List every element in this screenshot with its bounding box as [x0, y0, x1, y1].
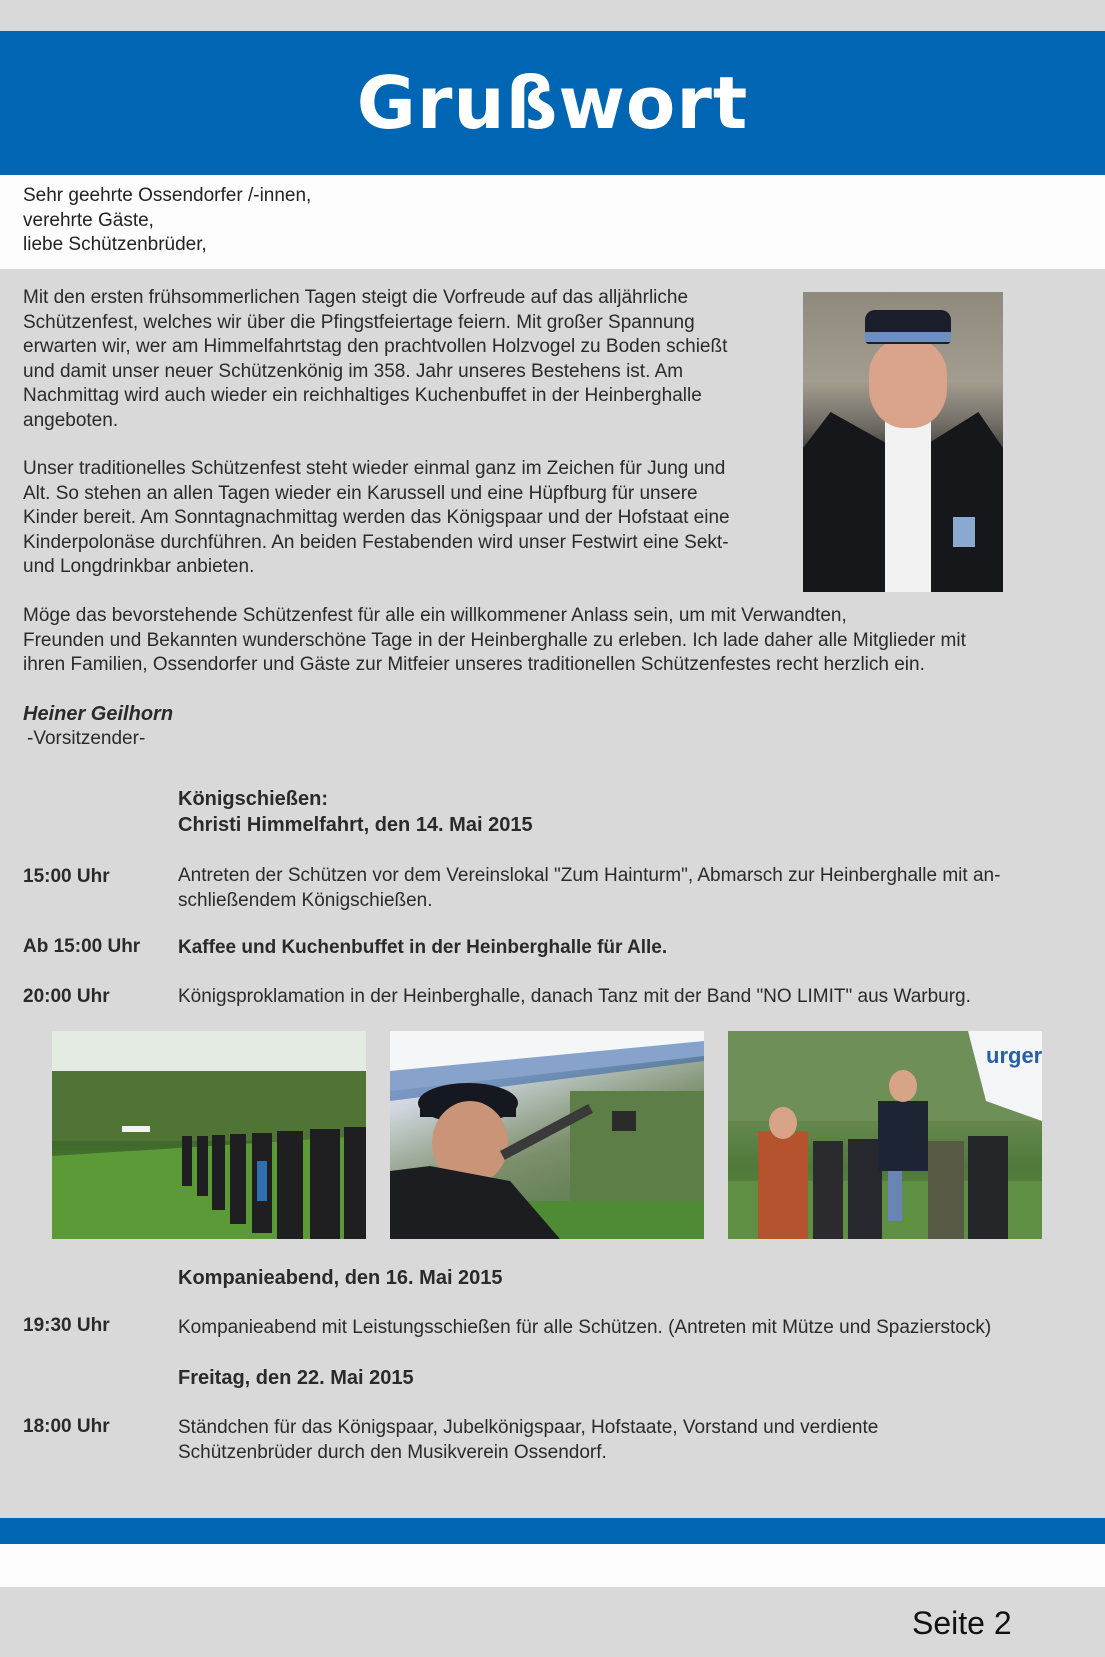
text-line: Möge das bevorstehende Schützenfest für alle ein willkommener Anlass sein, um mit Verwandten,	[23, 605, 847, 626]
text-line: erwarten wir, wer am Himmelfahrtstag den prachtvollen Holzvogel zu Boden schießt	[23, 336, 728, 357]
festival-paragraph	[23, 457, 730, 580]
signature-role: -Vorsitzender-	[27, 728, 146, 749]
text-line: und Longdrinkbar anbieten.	[23, 556, 255, 577]
text-line: Unser traditionelles Schützenfest steht wieder einmal ganz im Zeichen für Jung und	[23, 458, 726, 479]
footer-white-band	[0, 1544, 1105, 1587]
text-line: Schützenfest, welches wir über die Pfingstfeiertage feiern. Mit großer Spannung	[23, 311, 695, 333]
schedule-description	[178, 985, 1078, 1010]
text-line: angeboten.	[23, 409, 119, 431]
salutation-line: liebe Schützenbrüder,	[23, 234, 207, 255]
salutation-line: verehrte Gäste,	[23, 209, 154, 231]
schedule-description	[178, 1316, 1078, 1341]
text-line: Alt. So stehen an allen Tagen wieder ein Karussell und eine Hüpfburg für unsere	[23, 482, 698, 504]
photo-sign-text: urger	[986, 1043, 1042, 1068]
page-title: Grußwort	[356, 61, 749, 145]
rifle-shooter-illustration	[390, 1031, 704, 1239]
top-margin	[0, 0, 1105, 31]
text-line: Kaffee und Kuchenbuffet in der Heinberghalle für Alle.	[178, 937, 668, 958]
schedule-heading: Königschießen:	[178, 788, 329, 810]
text-line: Kompanieabend mit Leistungsschießen für alle Schützen. (Antreten mit Mütze und Spazierstock)	[178, 1317, 992, 1338]
signature-name: Heiner Geilhorn	[23, 703, 174, 725]
rifle-shooter-photo	[390, 1031, 704, 1239]
salutation-band	[0, 175, 1105, 269]
salutation-line: Sehr geehrte Ossendorfer /-innen,	[23, 185, 312, 206]
salutation	[23, 184, 311, 258]
schedule-date-heading: Christi Himmelfahrt, den 14. Mai 2015	[178, 814, 533, 836]
text-line: Freunden und Bekannten wunderschöne Tage in der Heinberghalle zu erleben. Ich lade daher alle Mitglieder mit	[23, 629, 966, 651]
marching-shooters-photo	[52, 1031, 366, 1239]
kompanieabend-heading: Kompanieabend, den 16. Mai 2015	[178, 1267, 503, 1289]
schedule-time: 20:00 Uhr	[23, 986, 110, 1007]
freitag-heading: Freitag, den 22. Mai 2015	[178, 1367, 414, 1389]
schedule-description	[178, 1416, 1078, 1465]
page-number: Seite 2	[912, 1605, 1012, 1641]
schedule-time: 15:00 Uhr	[23, 866, 110, 887]
text-line: Nachmittag wird auch wieder ein reichhaltiges Kuchenbuffet in der Heinberghalle	[23, 385, 702, 406]
schedule-description	[178, 864, 1078, 913]
text-line: Kinder bereit. Am Sonntagnachmittag werden das Königspaar und der Hofstaat eine	[23, 507, 730, 528]
schedule-description	[178, 936, 1078, 961]
king-celebration-illustration	[728, 1031, 1042, 1239]
schedule-time: 18:00 Uhr	[23, 1416, 110, 1437]
king-celebration-photo	[728, 1031, 1042, 1239]
text-line: Ständchen für das Königspaar, Jubelkönigspaar, Hofstaate, Vorstand und verdiente	[178, 1417, 879, 1438]
schedule-time: Ab 15:00 Uhr	[23, 936, 141, 957]
intro-paragraph	[23, 286, 727, 433]
text-line: und damit unser neuer Schützenkönig im 358. Jahr unseres Bestehens ist. Am	[23, 360, 684, 382]
text-line: ihren Familien, Ossendorfer und Gäste zur Mitfeier unseres traditionellen Schützenfestes recht herzlich ein.	[23, 654, 925, 675]
title-banner	[0, 31, 1105, 175]
footer-blue-band	[0, 1518, 1105, 1544]
chairman-portrait-photo	[803, 292, 1003, 592]
text-line: Kinderpolonäse durchführen. An beiden Festabenden wird unser Festwirt eine Sekt-	[23, 531, 729, 553]
text-line: schließendem Königschießen.	[178, 889, 433, 911]
text-line: Antreten der Schützen vor dem Vereinslokal "Zum Hainturm", Abmarsch zur Heinberghalle mit an-	[178, 865, 1001, 886]
text-line: Mit den ersten frühsommerlichen Tagen steigt die Vorfreude auf das alljährliche	[23, 287, 689, 308]
marching-shooters-illustration	[52, 1031, 366, 1239]
text-line: Schützenbrüder durch den Musikverein Ossendorf.	[178, 1441, 607, 1463]
text-line: Königsproklamation in der Heinberghalle, danach Tanz mit der Band "NO LIMIT" aus Warburg.	[178, 986, 971, 1007]
schedule-time: 19:30 Uhr	[23, 1315, 110, 1336]
invitation-paragraph	[23, 604, 966, 678]
